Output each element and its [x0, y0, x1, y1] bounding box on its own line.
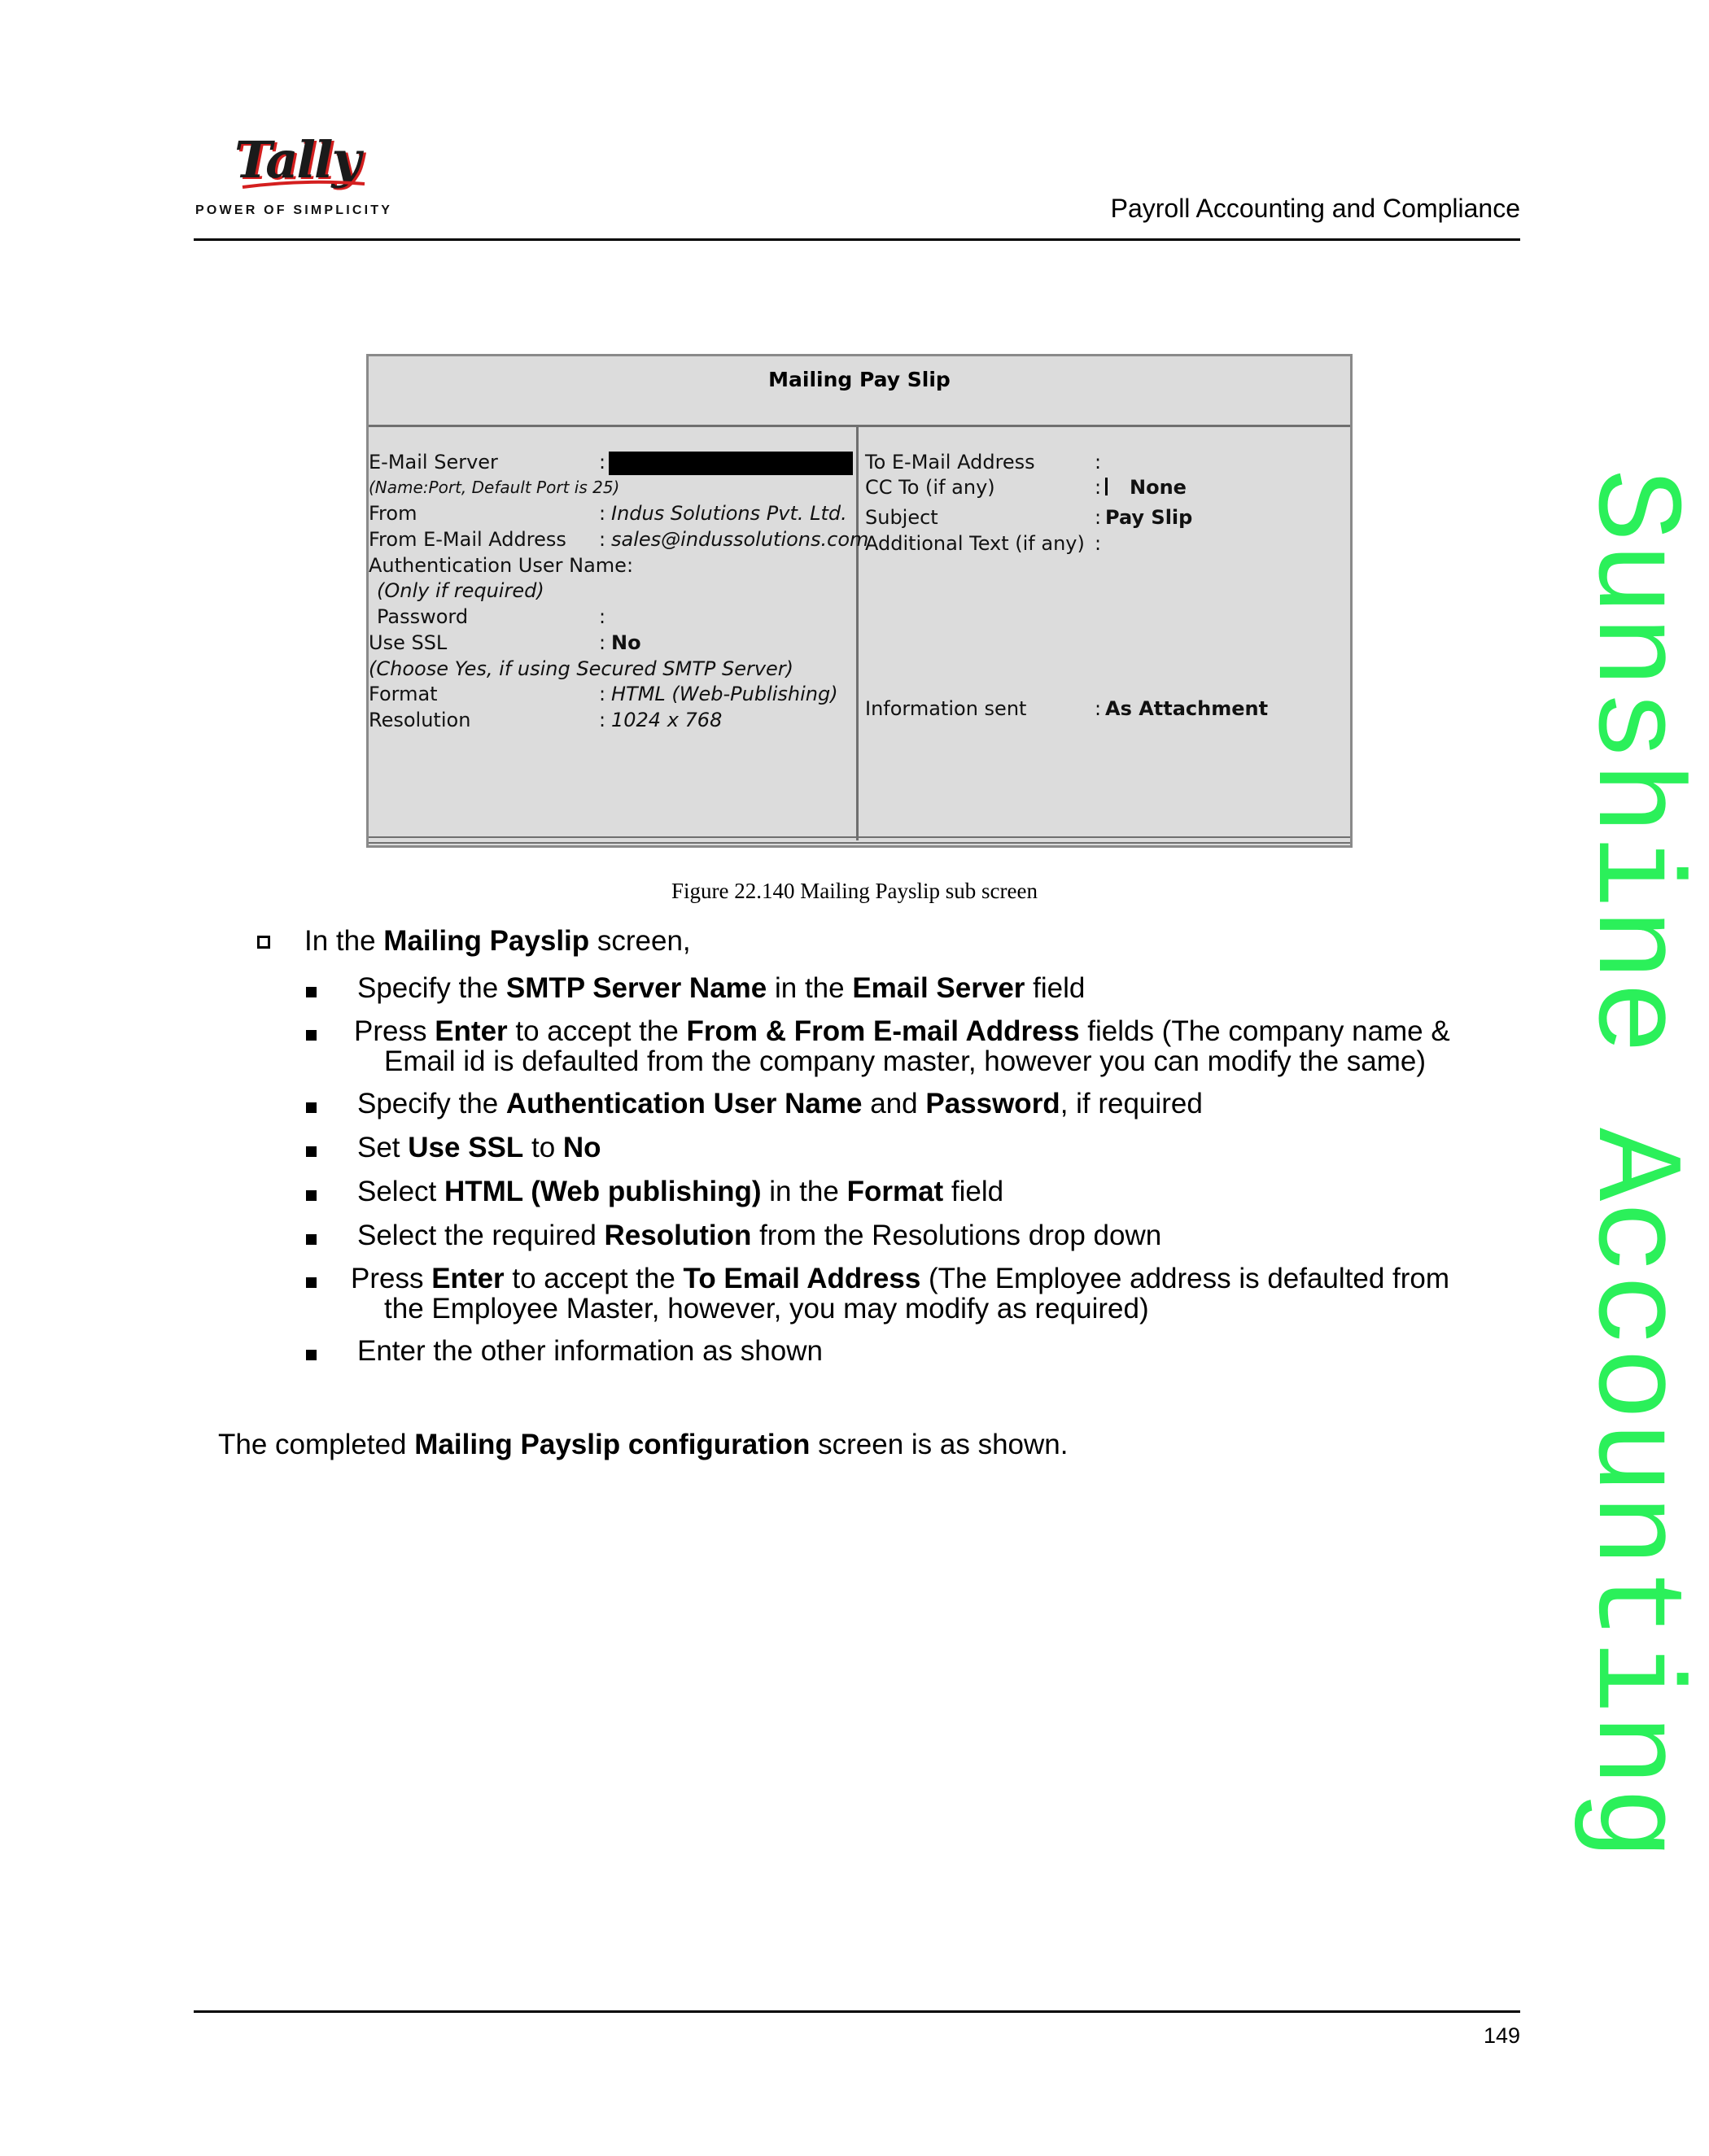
square-bullet-icon	[306, 1102, 317, 1113]
email-server-label: E-Mail Server	[369, 451, 498, 474]
step-item: Specify the SMTP Server Name in the Email Server field	[357, 972, 1086, 1004]
subject-colon: :	[1095, 506, 1102, 529]
resolution-label: Resolution	[369, 709, 471, 731]
figure-caption: Figure 22.140 Mailing Payslip sub screen	[671, 879, 1038, 903]
additional-text-colon[interactable]: :	[1095, 532, 1102, 555]
square-bullet-icon	[306, 1146, 317, 1157]
use-ssl-label: Use SSL	[369, 631, 448, 654]
step-item: Set Use SSL to No	[357, 1132, 601, 1163]
info-sent-label: Information sent	[865, 697, 1027, 720]
from-email-field[interactable]: sales@indussolutions.com	[611, 528, 869, 551]
auth-user-label: Authentication User Name:	[369, 554, 634, 577]
header-divider	[194, 238, 1520, 241]
use-ssl-field[interactable]: No	[611, 631, 641, 654]
square-bullet-icon	[306, 1277, 317, 1288]
format-field[interactable]: HTML (Web-Publishing)	[611, 683, 838, 705]
screen-bottom-line	[369, 842, 1350, 844]
square-bullet-icon	[306, 1190, 317, 1201]
ssl-hint: (Choose Yes, if using Secured SMTP Server)	[369, 657, 794, 680]
step-item-continuation: the Employee Master, however, you may modify as required)	[384, 1293, 1149, 1325]
step-item-continuation: Email id is defaulted from the company master, however you can modify the same)	[384, 1045, 1427, 1077]
watermark: Sunshine Accounting	[1563, 469, 1701, 1861]
from-label: From	[369, 502, 417, 525]
intro-line: In the Mailing Payslip screen,	[304, 925, 691, 957]
password-label: Password	[377, 605, 469, 628]
format-label: Format	[369, 683, 438, 705]
subject-label: Subject	[865, 506, 938, 529]
square-bullet-icon	[306, 1350, 317, 1360]
step-item: Select the required Resolution from the Resolutions drop down	[357, 1220, 1162, 1251]
logo-tagline: POWER OF SIMPLICITY	[195, 203, 393, 217]
step-item: Press Enter to accept the To Email Address (The Employee address is defaulted from	[351, 1263, 1450, 1294]
info-sent-colon: :	[1095, 697, 1102, 720]
from-colon: :	[599, 502, 606, 525]
cc-label: CC To (if any)	[865, 476, 995, 499]
from-email-colon: :	[599, 528, 606, 551]
screen-bottom-line	[369, 836, 1350, 838]
logo-wordmark: Tally	[234, 130, 360, 190]
square-bullet-icon	[306, 1030, 317, 1041]
from-field[interactable]: Indus Solutions Pvt. Ltd.	[611, 502, 847, 525]
cc-field[interactable]: None	[1130, 476, 1187, 499]
additional-text-label: Additional Text (if any)	[865, 532, 1085, 555]
step-item: Enter the other information as shown	[357, 1335, 823, 1367]
footer-divider	[194, 2010, 1520, 2013]
page-number: 149	[1483, 2023, 1520, 2048]
password-colon: :	[599, 605, 606, 628]
email-server-field[interactable]	[609, 452, 853, 475]
text-cursor-icon	[1105, 478, 1114, 495]
step-item: Select HTML (Web publishing) in the Format field	[357, 1176, 1004, 1207]
to-email-colon[interactable]: :	[1095, 451, 1102, 474]
info-sent-field[interactable]: As Attachment	[1105, 697, 1269, 720]
step-item: Press Enter to accept the From & From E-mail Address fields (The company name &	[354, 1015, 1450, 1047]
square-bullet-icon	[306, 987, 317, 997]
cc-colon: :	[1095, 476, 1102, 499]
use-ssl-colon: :	[599, 631, 606, 654]
step-item: Specify the Authentication User Name and Password, if required	[357, 1088, 1203, 1119]
email-server-colon: :	[599, 451, 606, 474]
screen-title: Mailing Pay Slip	[768, 368, 951, 391]
auth-hint: (Only if required)	[377, 579, 544, 602]
from-email-label: From E-Mail Address	[369, 528, 566, 551]
subject-field[interactable]: Pay Slip	[1105, 506, 1193, 529]
logo-swoosh-icon	[243, 181, 365, 189]
to-email-label: To E-Mail Address	[865, 451, 1035, 474]
tally-logo	[194, 130, 393, 220]
square-bullet-icon	[306, 1234, 317, 1245]
mailing-pay-slip-screen	[366, 354, 1353, 848]
hollow-square-bullet-icon	[257, 936, 270, 949]
resolution-colon: :	[599, 709, 606, 731]
email-server-hint: (Name:Port, Default Port is 25)	[369, 478, 620, 497]
conclusion-line: The completed Mailing Payslip configuration screen is as shown.	[218, 1429, 1069, 1460]
resolution-field[interactable]: 1024 x 768	[611, 709, 723, 731]
page-header-title: Payroll Accounting and Compliance	[1110, 194, 1520, 223]
screen-column-divider	[856, 427, 859, 840]
screen-title-divider	[369, 425, 1350, 427]
format-colon: :	[599, 683, 606, 705]
